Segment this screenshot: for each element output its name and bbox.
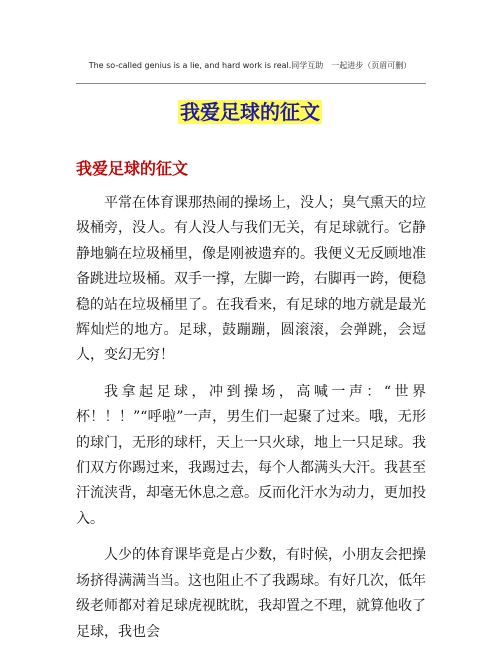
section-heading: 我爱足球的征文 — [76, 159, 189, 178]
essay-body — [76, 191, 426, 656]
paragraph: 平常在体育课那热闹的操场上，没人；臭气熏天的垃圾桶旁，没人。有人没人与我们无关，有足球就行。它静静地躺在垃圾桶里，像是刚被遗弃的。我便义无反顾地准备跳进垃圾桶。双手一撑，左脚一跨，右脚再一跨，便稳稳的站在垃圾桶里了。在我看来，有足球的地方就是最光辉灿烂的地方。足球，鼓蹦蹦，圆滚滚，会弹跳，会逗人，变幻无穷！ — [76, 195, 426, 364]
header-motto-chinese: 同学互助 一起进步（页眉可删） — [291, 61, 412, 70]
header-divider — [76, 83, 426, 84]
paragraph: 人少的体育课毕竟是占少数，有时候，小朋友会把操场挤得满满当当。这也阻止不了我踢球。有好几次，低年级老师都对着足球虎视眈眈，我却置之不理，就算他收了足球，我也会 — [76, 547, 426, 640]
paragraph: 我拿起足球，冲到操场，高喊一声：“世界杯！！！”“呼啦”一声，男生们一起聚了过来。哦，无形的球门，无形的球杆，天上一只火球，地上一只足球。我们双方你踢过来，我踢过去，每个人都满头大汗。我甚至汗流浃背，却毫无休息之意。反而化汗水为动力，更加投入。 — [76, 383, 426, 527]
document-title — [0, 98, 500, 126]
header-motto-english: The so-called genius is a lie, and hard work is real. — [88, 61, 292, 70]
page-header — [0, 60, 500, 72]
document-title-text: 我爱足球的征文 — [180, 100, 320, 124]
